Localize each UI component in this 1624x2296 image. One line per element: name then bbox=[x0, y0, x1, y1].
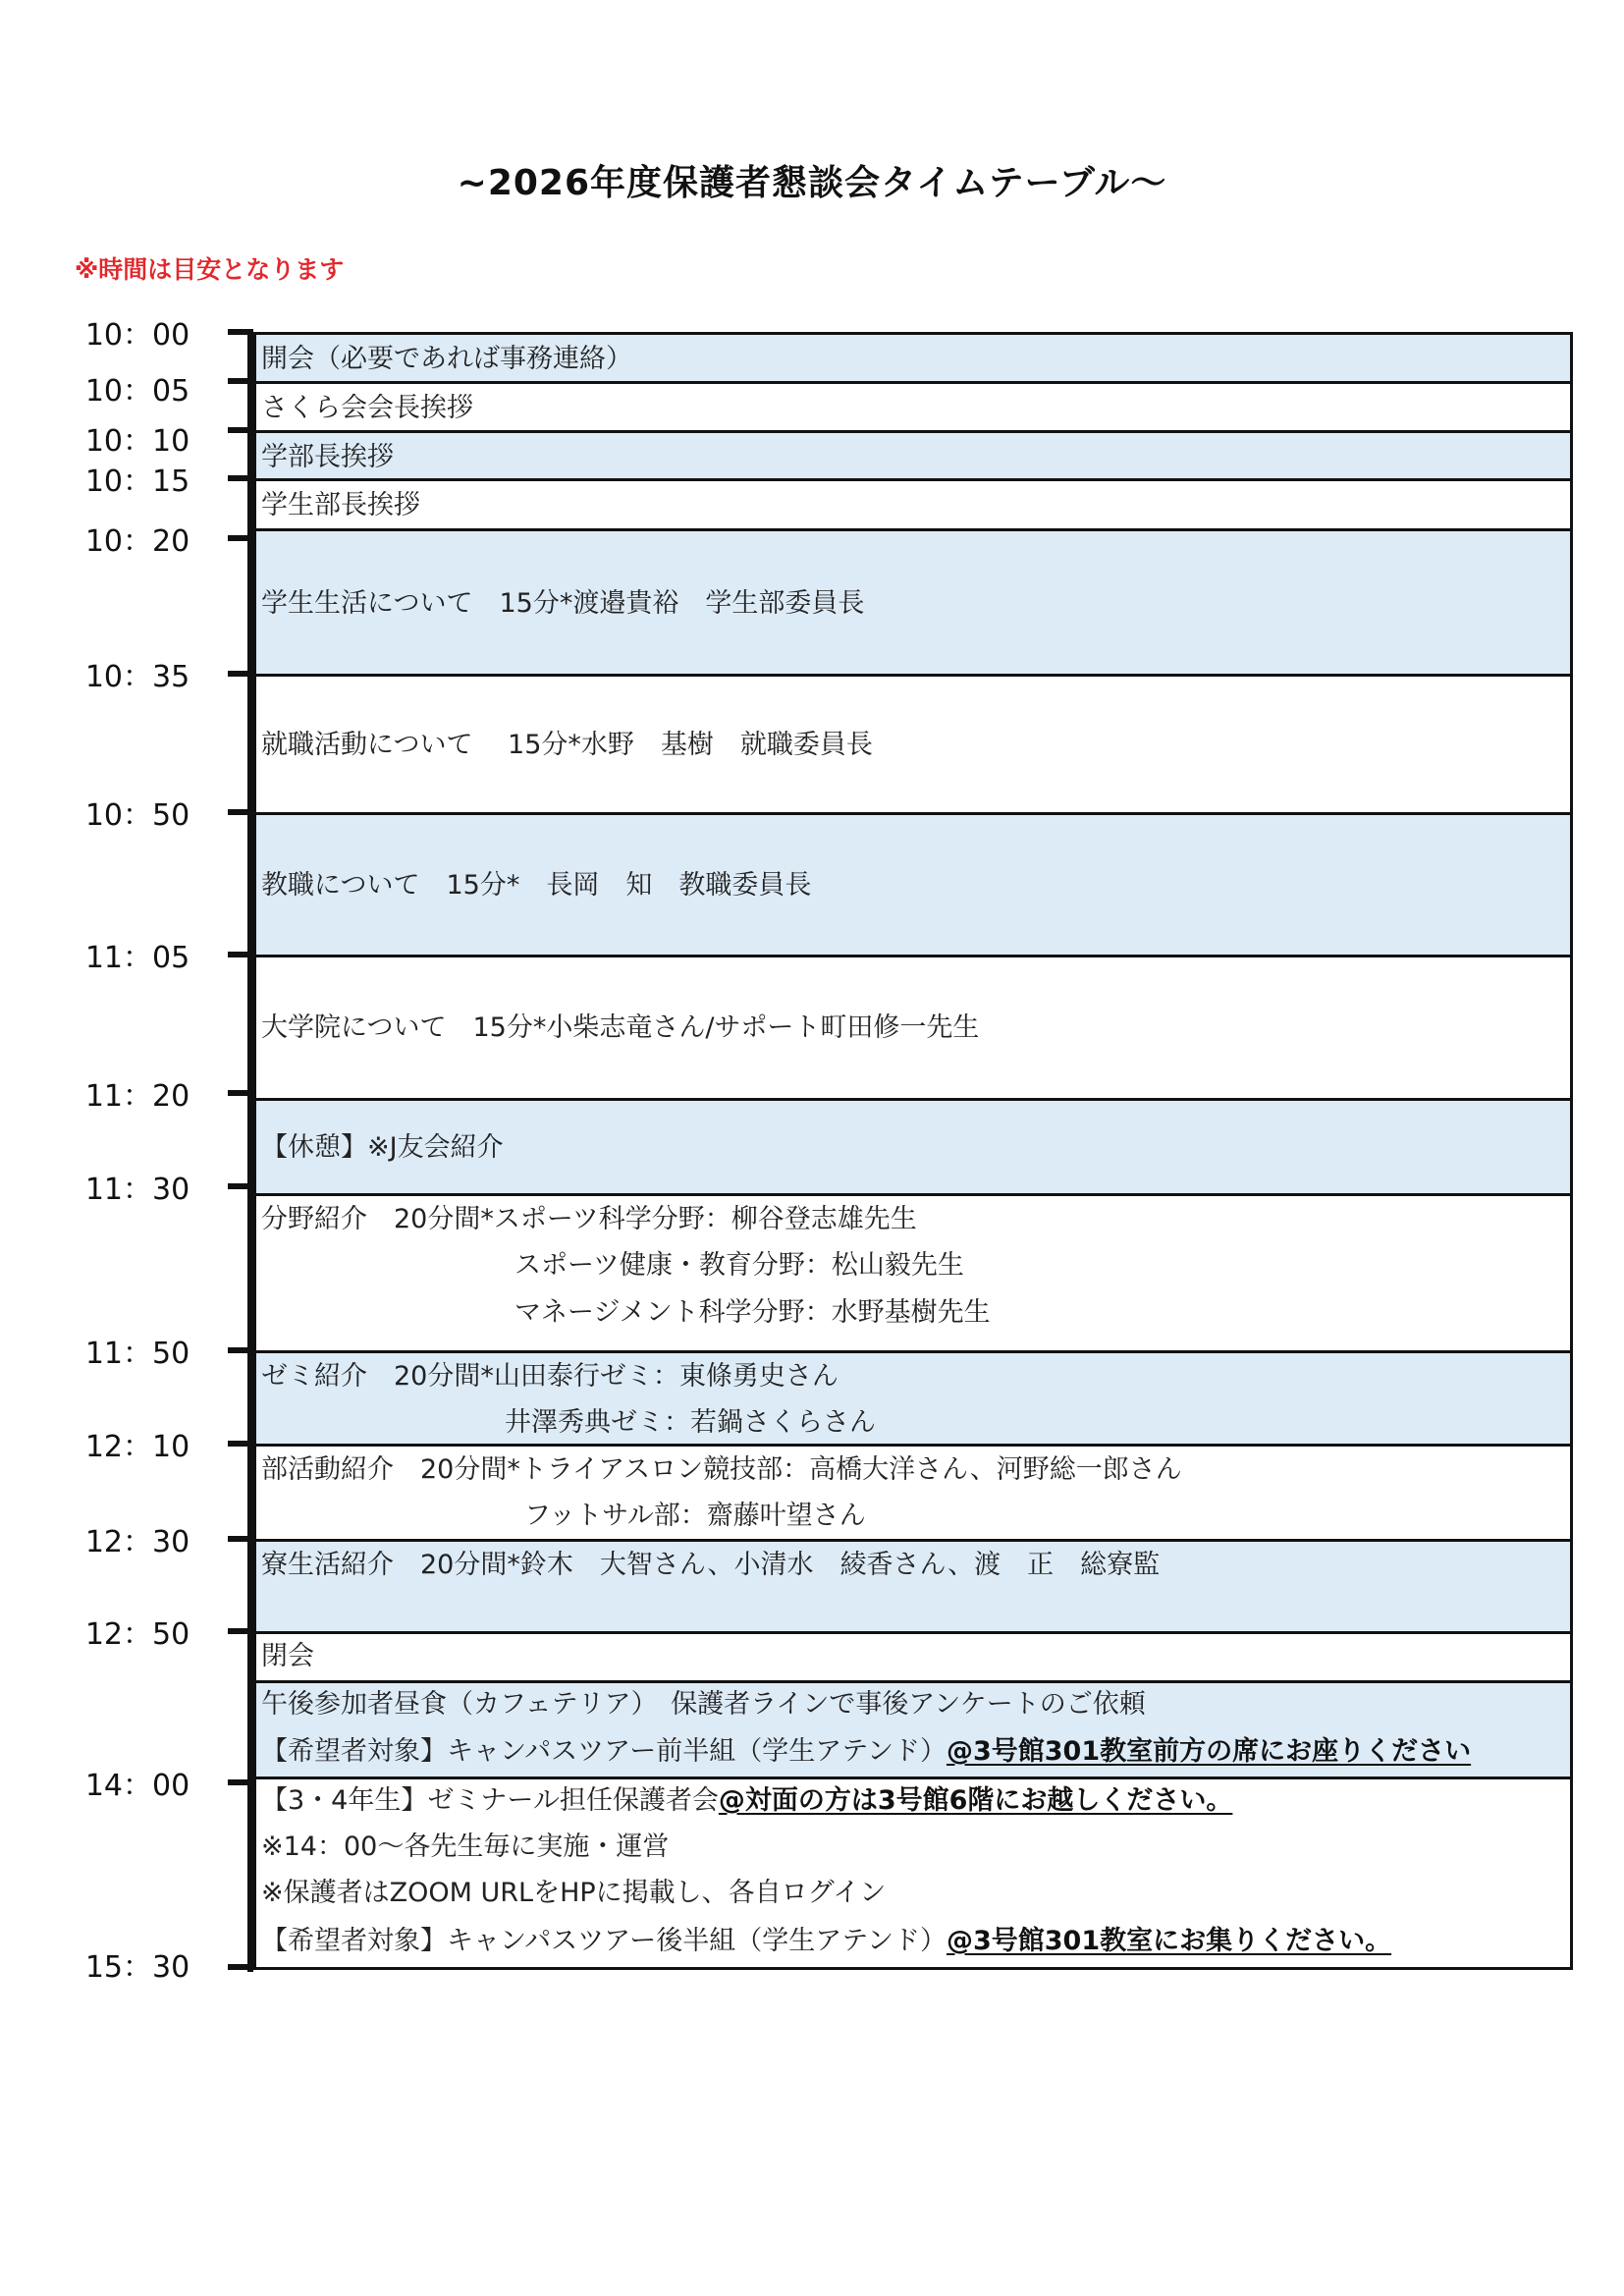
schedule-text: 教職について 15分* 長岡 知 教職委員長 bbox=[261, 870, 812, 901]
timeline-tick bbox=[228, 1779, 253, 1785]
schedule-line bbox=[261, 1456, 1182, 1483]
time-label: 10：50 bbox=[84, 798, 190, 833]
time-label: 12：10 bbox=[84, 1430, 190, 1464]
schedule-line bbox=[261, 1738, 1471, 1765]
schedule-text: 寮生活紹介 20分間*鈴木 大智さん、小清水 綾香さん、渡 正 総寮監 bbox=[261, 1550, 1161, 1580]
schedule-line bbox=[261, 1833, 669, 1860]
time-label: 11：05 bbox=[84, 941, 190, 975]
schedule-text: 【希望者対象】キャンパスツアー前半組（学生アテンド） bbox=[261, 1736, 947, 1767]
schedule-line bbox=[505, 1409, 876, 1436]
schedule-row bbox=[253, 430, 1573, 478]
schedule-text: 分野紹介 20分間*スポーツ科学分野：柳谷登志雄先生 bbox=[261, 1204, 917, 1234]
schedule-text: ※14：00～各先生毎に実施・運営 bbox=[261, 1831, 670, 1862]
timeline-tick bbox=[228, 1441, 253, 1447]
timeline-tick bbox=[228, 1536, 253, 1542]
location-instruction: @対面の方は3号館6階にお越しください。 bbox=[718, 1785, 1233, 1816]
schedule-text: 開会（必要であれば事務連絡） bbox=[261, 344, 632, 374]
time-label: 12：50 bbox=[84, 1617, 190, 1652]
schedule-text: 部活動紹介 20分間*トライアスロン競技部：高橋大洋さん、河野総一郎さん bbox=[261, 1454, 1182, 1485]
schedule-text: 大学院について 15分*小柴志竜さん/サポート町田修一先生 bbox=[261, 1012, 980, 1043]
schedule-text: 【希望者対象】キャンパスツアー後半組（学生アテンド） bbox=[261, 1926, 947, 1956]
schedule-row bbox=[253, 955, 1573, 1098]
timeline-tick bbox=[228, 671, 253, 677]
time-label: 11：30 bbox=[84, 1173, 190, 1207]
schedule-line bbox=[514, 1299, 991, 1326]
schedule-line bbox=[514, 1252, 964, 1279]
schedule-text: スポーツ健康・教育分野：松山毅先生 bbox=[514, 1250, 964, 1281]
schedule-row bbox=[253, 1777, 1573, 1970]
schedule-row bbox=[253, 1098, 1573, 1193]
timeline-tick bbox=[228, 809, 253, 815]
schedule-text: ※保護者はZOOM URLをHPに掲載し、各自ログイン bbox=[261, 1878, 887, 1908]
schedule-row bbox=[253, 528, 1573, 674]
schedule-text: 【3・4年生】ゼミナール担任保護者会 bbox=[261, 1785, 719, 1816]
schedule-row bbox=[253, 1680, 1573, 1777]
schedule-text: ゼミ紹介 20分間*山田泰行ゼミ：東條勇史さん bbox=[261, 1361, 839, 1392]
schedule-row bbox=[253, 1539, 1573, 1631]
time-label: 12：30 bbox=[84, 1525, 190, 1559]
schedule-line bbox=[261, 872, 811, 899]
schedule-text: 午後参加者昼食（カフェテリア） 保護者ラインで事後アンケートのご依頼 bbox=[261, 1689, 1146, 1720]
schedule-text: 閉会 bbox=[261, 1641, 314, 1671]
schedule-line bbox=[261, 1134, 504, 1161]
schedule-row bbox=[253, 1631, 1573, 1680]
timeline-tick bbox=[228, 329, 253, 335]
location-instruction: @3号館301教室前方の席にお座りください bbox=[946, 1736, 1472, 1767]
schedule-line bbox=[261, 346, 632, 372]
schedule-line bbox=[261, 1928, 1391, 1954]
timeline-tick bbox=[228, 1347, 253, 1353]
time-label: 14：00 bbox=[84, 1769, 190, 1803]
schedule-line bbox=[261, 1363, 839, 1390]
schedule-line bbox=[261, 1880, 886, 1906]
timeline-tick bbox=[228, 1090, 253, 1096]
time-label: 11：50 bbox=[84, 1337, 190, 1371]
schedule-row bbox=[253, 812, 1573, 955]
schedule-row bbox=[253, 1444, 1573, 1539]
schedule-line bbox=[261, 590, 864, 617]
schedule-line bbox=[261, 1787, 1232, 1814]
time-note: ※時間は目安となります bbox=[75, 255, 345, 284]
schedule-row bbox=[253, 332, 1573, 381]
schedule-text: マネージメント科学分野：水野基樹先生 bbox=[514, 1297, 991, 1328]
schedule-line bbox=[261, 1206, 917, 1232]
timeline-tick bbox=[228, 427, 253, 433]
schedule-row bbox=[253, 674, 1573, 812]
time-label: 10：05 bbox=[84, 374, 190, 409]
schedule-line bbox=[261, 732, 873, 758]
location-instruction: @3号館301教室にお集りください。 bbox=[946, 1926, 1392, 1956]
schedule-row bbox=[253, 381, 1573, 430]
schedule-line bbox=[261, 1014, 979, 1041]
schedule-row bbox=[253, 1193, 1573, 1350]
schedule-line bbox=[524, 1503, 866, 1529]
timeline-tick bbox=[228, 1628, 253, 1634]
timeline-tick bbox=[228, 952, 253, 957]
schedule-line bbox=[261, 492, 420, 519]
timeline-tick bbox=[228, 1964, 253, 1970]
schedule-table bbox=[253, 332, 1573, 1967]
schedule-line bbox=[261, 444, 394, 470]
schedule-line bbox=[261, 395, 473, 421]
schedule-text: 井澤秀典ゼミ：若鍋さくらさん bbox=[505, 1407, 876, 1438]
timeline-tick bbox=[228, 378, 253, 384]
time-label: 11：20 bbox=[84, 1079, 190, 1114]
time-label: 10：20 bbox=[84, 524, 190, 559]
schedule-text: 学部長挨拶 bbox=[261, 442, 394, 472]
time-label: 15：30 bbox=[84, 1950, 190, 1985]
time-label: 10：15 bbox=[84, 465, 190, 499]
schedule-text: フットサル部：齋藤叶望さん bbox=[524, 1501, 866, 1531]
schedule-row bbox=[253, 478, 1573, 528]
schedule-line bbox=[261, 1643, 314, 1669]
schedule-text: 【休憩】※J友会紹介 bbox=[261, 1132, 504, 1163]
schedule-text: 就職活動について 15分*水野 基樹 就職委員長 bbox=[261, 730, 873, 760]
timeline-tick bbox=[228, 535, 253, 541]
timeline-tick bbox=[228, 475, 253, 481]
schedule-text: さくら会会長挨拶 bbox=[261, 393, 473, 423]
time-label: 10：35 bbox=[84, 660, 190, 694]
schedule-text: 学生部長挨拶 bbox=[261, 490, 420, 520]
page-title: ~2026年度保護者懇談会タイムテーブル～ bbox=[457, 163, 1167, 203]
schedule-line bbox=[261, 1691, 1146, 1718]
schedule-line bbox=[261, 1552, 1160, 1578]
schedule-text: 学生生活について 15分*渡邉貴裕 学生部委員長 bbox=[261, 588, 865, 619]
time-label: 10：10 bbox=[84, 424, 190, 459]
time-label: 10：00 bbox=[84, 318, 190, 353]
timeline-tick bbox=[228, 1183, 253, 1189]
schedule-row bbox=[253, 1350, 1573, 1444]
